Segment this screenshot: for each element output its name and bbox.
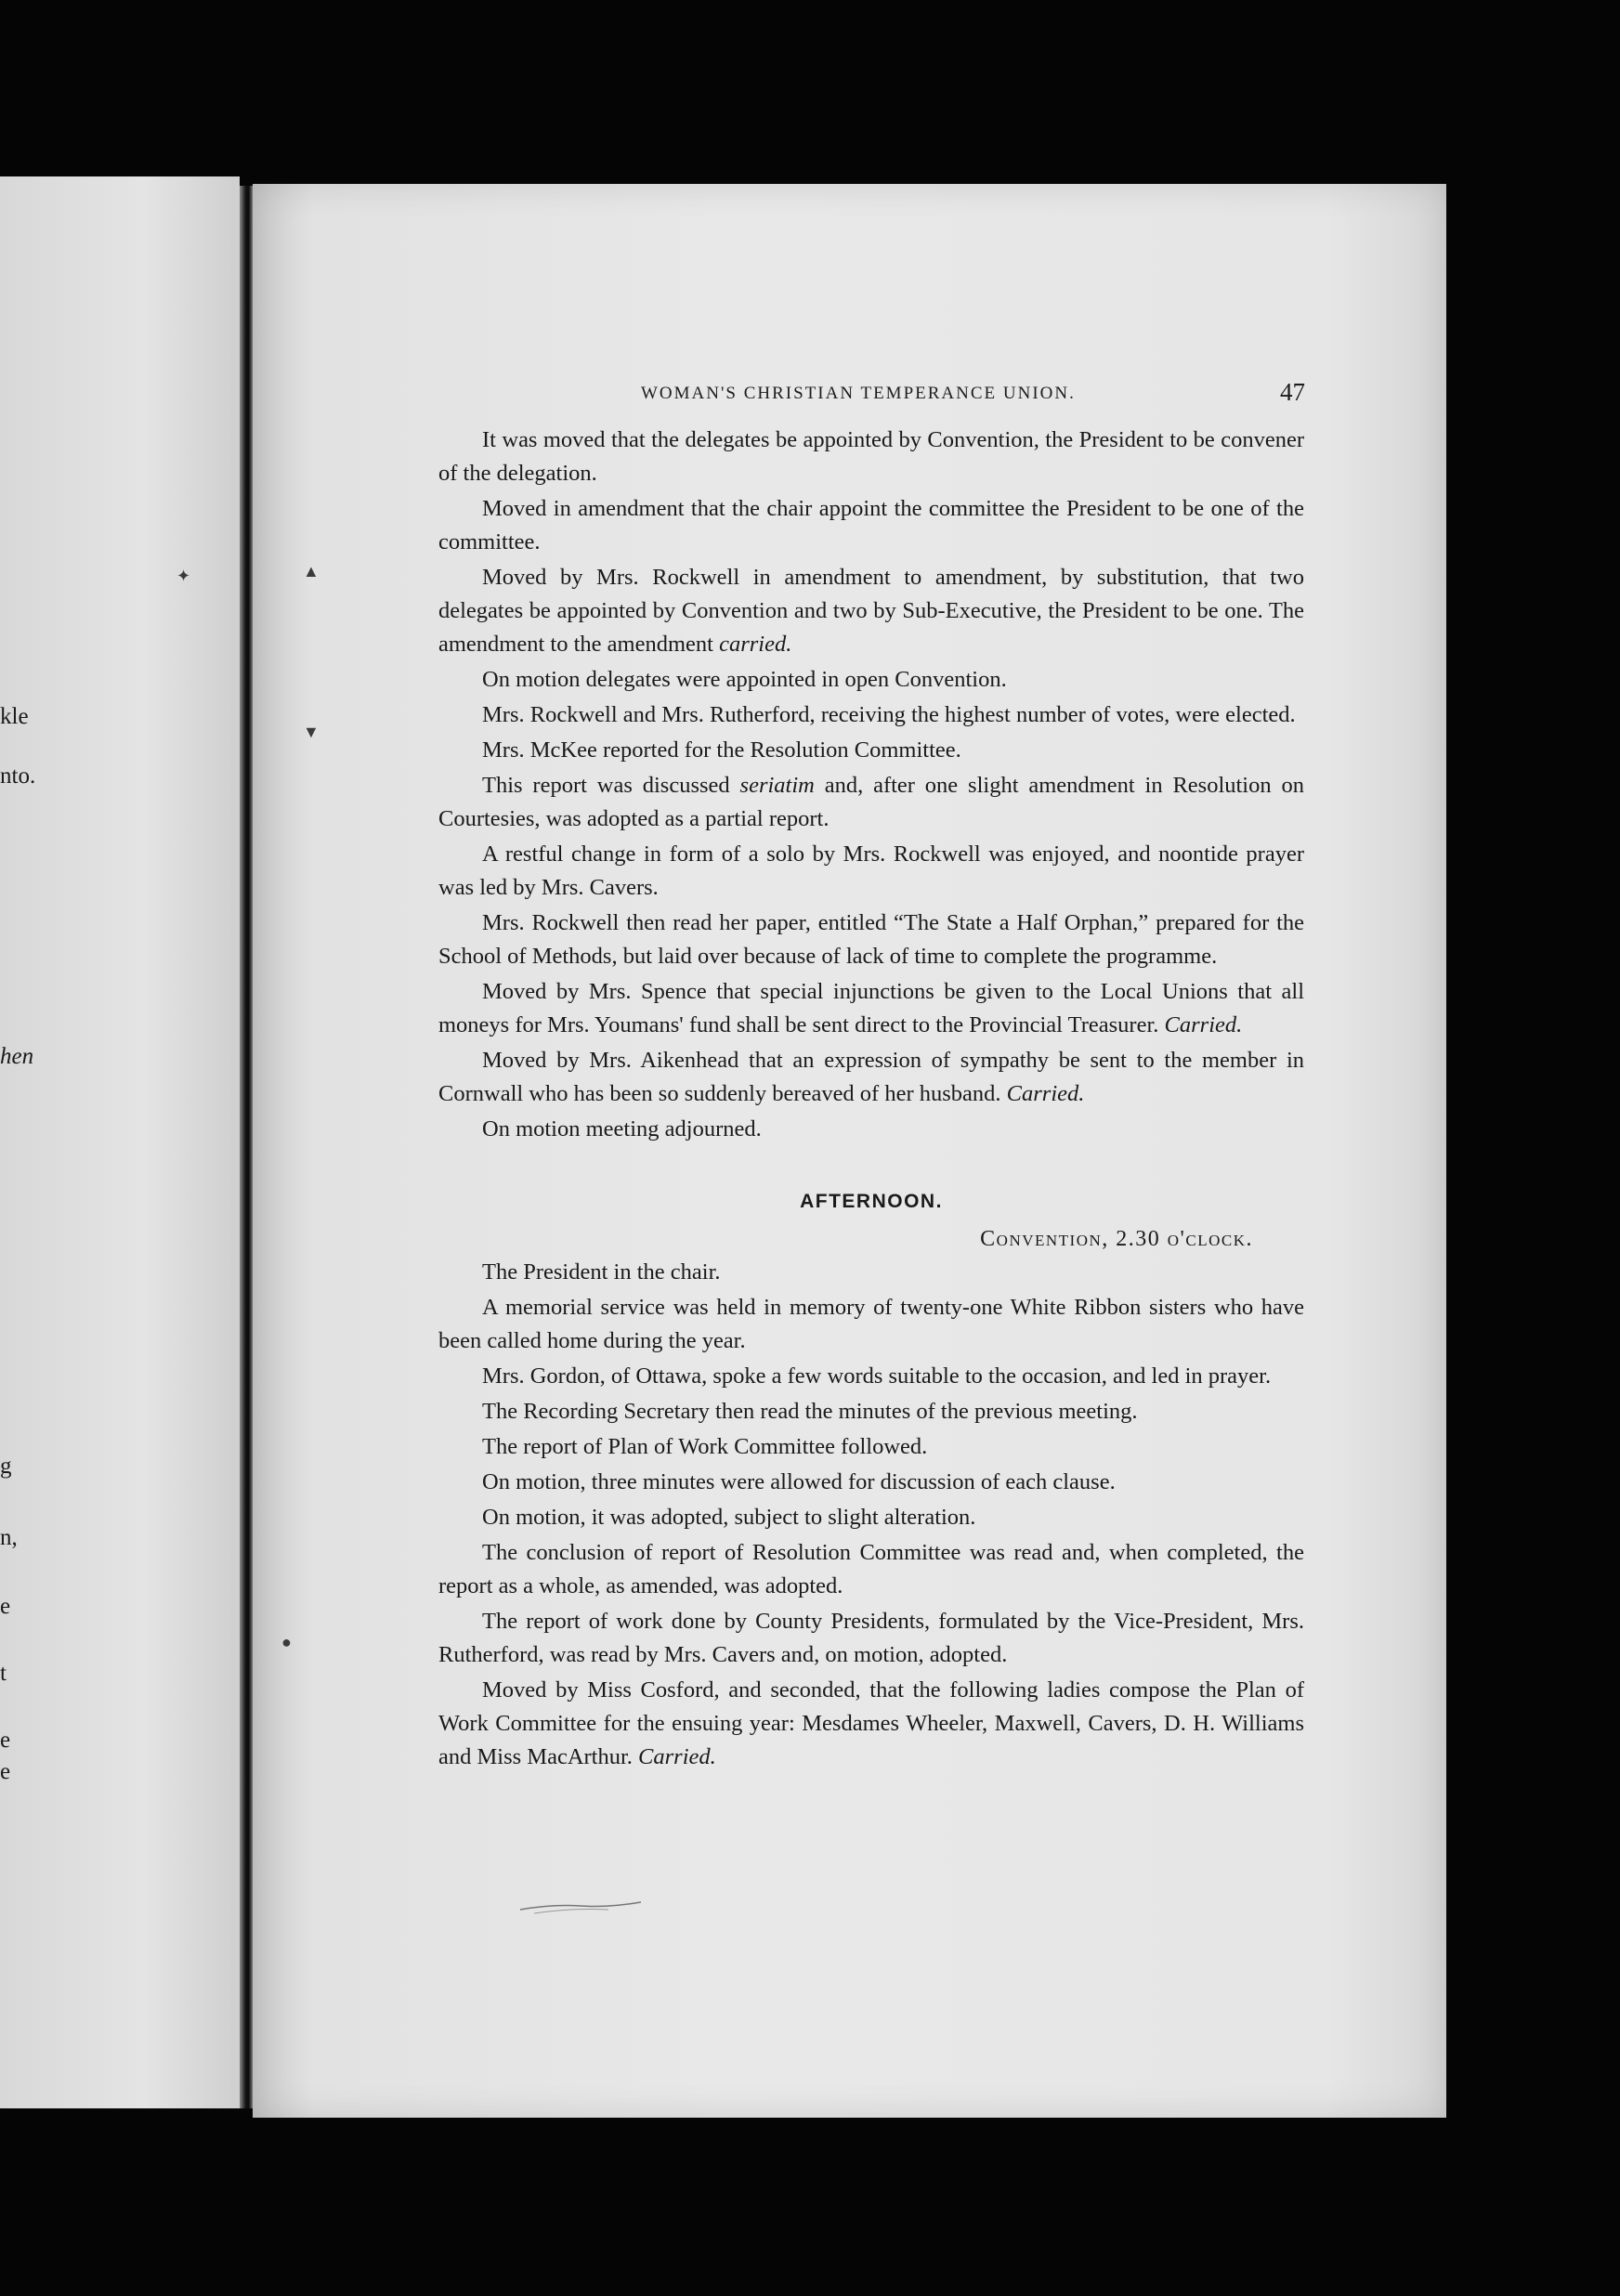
paragraph xyxy=(438,1605,1304,1672)
dust-speck: ● xyxy=(281,1633,292,1651)
paragraph xyxy=(438,1501,1304,1534)
page-number: 47 xyxy=(1280,378,1305,406)
paragraph xyxy=(438,975,1304,1042)
paragraph xyxy=(438,1113,1304,1146)
running-header xyxy=(641,378,1305,406)
paragraph xyxy=(438,1291,1304,1358)
paragraph-text: The report of work done by County Presidents, formulated by the Vice-President, Mrs. Rutherford, was read by Mrs. Cavers and, on motion, adopted. xyxy=(438,1609,1304,1667)
paragraph xyxy=(438,907,1304,973)
paragraph xyxy=(438,424,1304,490)
paragraph-text: A memorial service was held in memory of twenty-one White Ribbon sisters who have been called home during the year. xyxy=(438,1295,1304,1353)
italic-text: Carried. xyxy=(1006,1081,1085,1106)
paragraph xyxy=(438,698,1304,732)
paragraph xyxy=(438,1044,1304,1111)
paragraph xyxy=(438,1256,1304,1289)
left-fragment: kle xyxy=(0,704,29,729)
dust-speck: ▼ xyxy=(303,723,320,741)
paragraph xyxy=(438,769,1304,836)
morning-minutes xyxy=(438,424,1304,1146)
left-fragment: e xyxy=(0,1594,11,1619)
dust-speck: ✦ xyxy=(176,567,191,585)
paragraph-text: On motion, three minutes were allowed for discussion of each clause. xyxy=(482,1469,1116,1494)
paragraph-text: It was moved that the delegates be appointed by Convention, the President to be convener of the delegation. xyxy=(438,427,1304,486)
paragraph xyxy=(438,1395,1304,1428)
left-fragment: hen xyxy=(0,1044,34,1069)
paragraph-text: On motion delegates were appointed in open Convention. xyxy=(482,667,1007,692)
left-fragment: t xyxy=(0,1661,7,1686)
paragraph xyxy=(438,492,1304,559)
paragraph-text: Moved by Mrs. Spence that special injunctions be given to the Local Unions that all moneys for Mrs. Youmans' fund shall be sent direct to the Provincial Treasurer. xyxy=(438,979,1304,1037)
paragraph xyxy=(438,1466,1304,1499)
page-body xyxy=(438,424,1304,1774)
paragraph-text: Moved by Mrs. Rockwell in amendment to amendment, by substitution, that two delegates be appointed by Convention and two by Sub-Executive, the President to be one. The amendment to the amendment xyxy=(438,565,1304,657)
paragraph xyxy=(438,1360,1304,1393)
afternoon-minutes xyxy=(438,1256,1304,1774)
left-fragment: nto. xyxy=(0,763,36,789)
paragraph xyxy=(438,734,1304,767)
paragraph xyxy=(438,663,1304,697)
paragraph-text: Mrs. Rockwell then read her paper, entitled “The State a Half Orphan,” prepared for the School of Methods, but laid over because of lack of time to complete the programme. xyxy=(438,910,1304,969)
book-gutter xyxy=(240,186,253,2108)
paragraph-text: Mrs. Gordon, of Ottawa, spoke a few words suitable to the occasion, and led in prayer. xyxy=(482,1363,1272,1389)
left-fragment: n, xyxy=(0,1525,18,1550)
section-heading: AFTERNOON. xyxy=(800,1191,943,1212)
paragraph-text: Mrs. Rockwell and Mrs. Rutherford, receiving the highest number of votes, were elected. xyxy=(482,702,1296,727)
paragraph-text: This report was discussed xyxy=(482,773,740,798)
paragraph-text: Moved in amendment that the chair appoint the committee the President to be one of the committee. xyxy=(438,496,1304,554)
paragraph xyxy=(438,1674,1304,1774)
italic-text: carried. xyxy=(719,632,792,657)
paragraph xyxy=(438,1536,1304,1603)
left-fragment: e xyxy=(0,1759,11,1784)
left-fragment: e xyxy=(0,1728,11,1753)
paragraph xyxy=(438,1430,1304,1464)
italic-text: Carried. xyxy=(638,1744,716,1769)
paragraph-text: and, after one slight amendment in Resolution on Courtesies, was adopted as a partial report. xyxy=(438,773,1304,831)
italic-text: Carried. xyxy=(1164,1012,1243,1037)
left-page-edge xyxy=(0,176,240,2108)
paragraph xyxy=(438,838,1304,905)
section-subheading: Convention, 2.30 o'clock. xyxy=(980,1227,1253,1251)
paragraph-text: The conclusion of report of Resolution Committee was read and, when completed, the report as a whole, as amended, was adopted. xyxy=(438,1540,1304,1598)
italic-text: seriatim xyxy=(739,773,815,798)
paragraph-text: Moved by Miss Cosford, and seconded, that the following ladies compose the Plan of Work Committee for the ensuing year: Mesdames Wheeler, Maxwell, Cavers, D. H. Williams and Miss MacArthur. xyxy=(438,1677,1304,1769)
paragraph-text: Mrs. McKee reported for the Resolution Committee. xyxy=(482,737,961,763)
running-title: WOMAN'S CHRISTIAN TEMPERANCE UNION. xyxy=(641,384,1076,403)
paragraph-text: Moved by Mrs. Aikenhead that an expression of sympathy be sent to the member in Cornwall who has been so suddenly bereaved of her husband. xyxy=(438,1048,1304,1106)
paragraph-text: On motion meeting adjourned. xyxy=(482,1116,762,1141)
paragraph-text: The report of Plan of Work Committee followed. xyxy=(482,1434,928,1459)
paragraph-text: On motion, it was adopted, subject to slight alteration. xyxy=(482,1505,976,1530)
paragraph-text: The President in the chair. xyxy=(482,1259,721,1285)
pencil-mark xyxy=(516,1897,646,1915)
left-fragment: g xyxy=(0,1454,12,1479)
dust-speck: ▲ xyxy=(303,562,320,581)
paragraph-text: The Recording Secretary then read the minutes of the previous meeting. xyxy=(482,1399,1138,1424)
paragraph-text: A restful change in form of a solo by Mrs. Rockwell was enjoyed, and noontide prayer was led by Mrs. Cavers. xyxy=(438,841,1304,900)
paragraph xyxy=(438,561,1304,661)
